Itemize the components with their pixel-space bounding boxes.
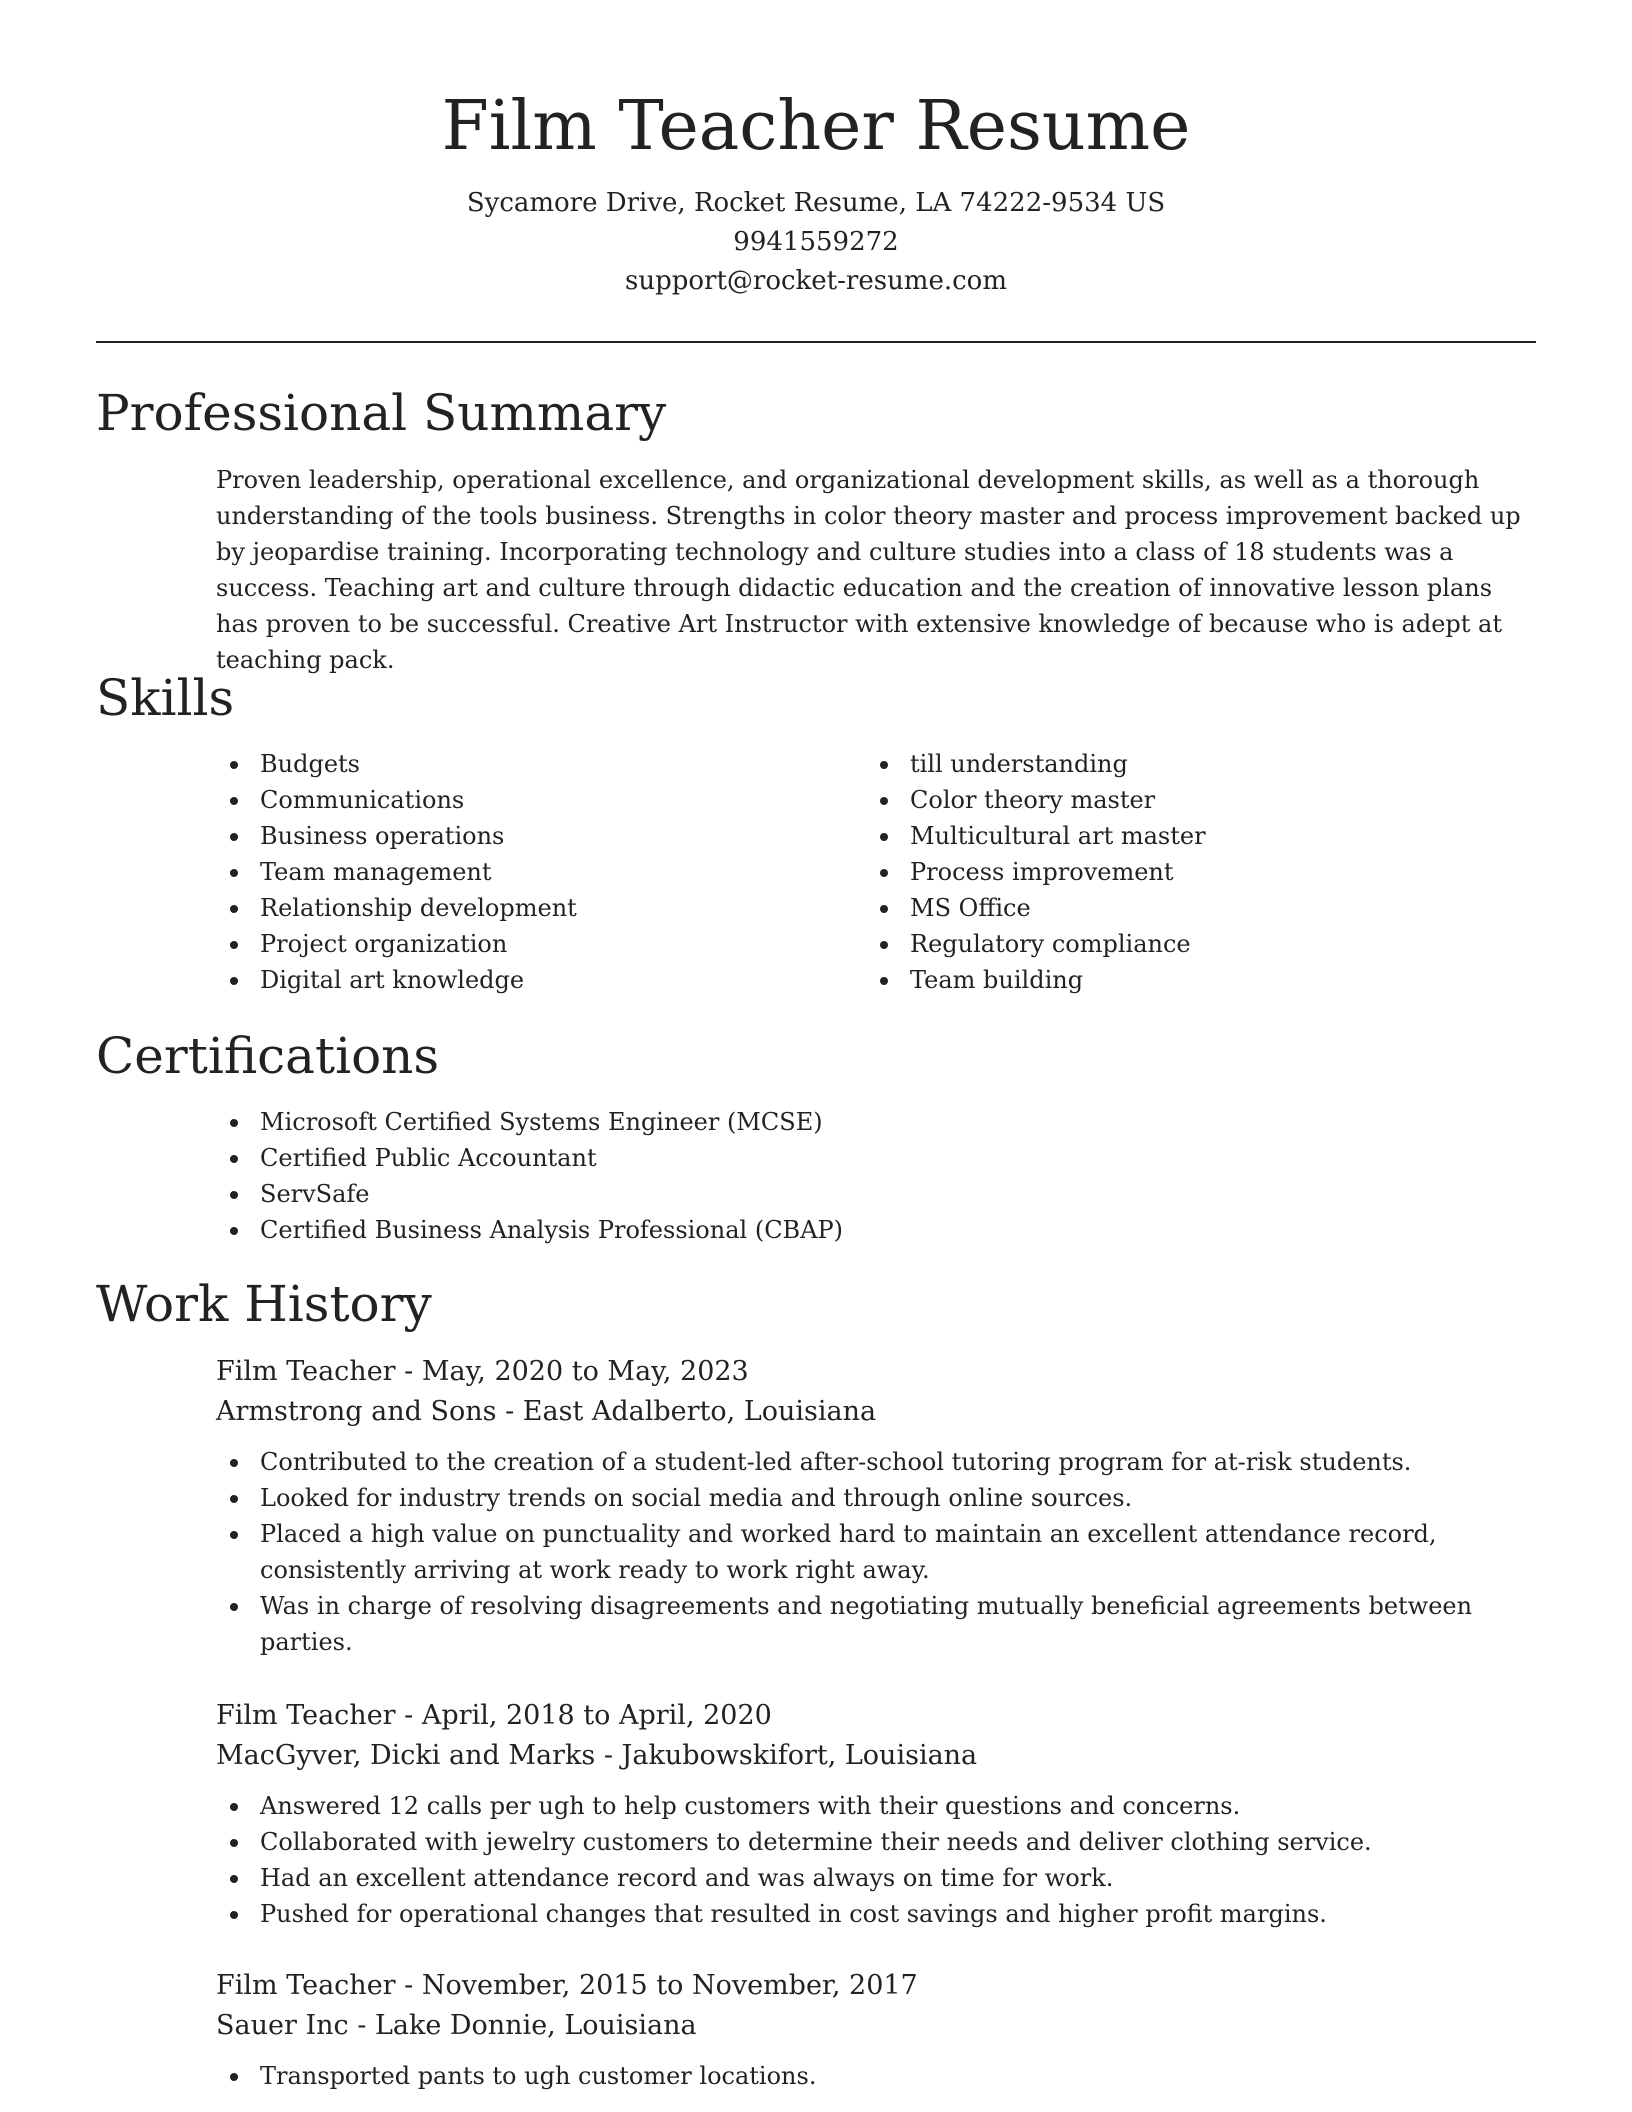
job-separator: -: [348, 2010, 375, 2041]
job-company-line: [216, 2006, 1536, 2046]
certification-item: ServSafe: [260, 1176, 1536, 1212]
job-dates: April, 2018 to April, 2020: [421, 1700, 772, 1731]
job-separator: -: [595, 1740, 622, 1771]
job-entry: [216, 1696, 1536, 1932]
certifications-heading: Certifications: [96, 1027, 440, 1085]
skill-item: Team building: [910, 962, 1486, 998]
job-dates: May, 2020 to May, 2023: [421, 1356, 749, 1387]
job-dates: November, 2015 to November, 2017: [421, 1970, 918, 2001]
summary-text: Proven leadership, operational excellence, and organizational development skills, as well as a thorough understanding of the tools business. Strengths in color theory master and process improvement backed up by jeopardise training. Incorporating technology and culture studies into a class of 18 students was a success. Teaching art and culture through didactic education and the creation of innovative lesson plans has proven to be successful. Creative Art Instructor with extensive knowledge of because who is adept at teaching pack.: [216, 466, 1521, 674]
job-company: Armstrong and Sons: [216, 1396, 497, 1427]
contact-phone: 9941559272: [733, 227, 899, 257]
job-company: MacGyver, Dicki and Marks: [216, 1740, 596, 1771]
work-history-heading: Work History: [96, 1275, 432, 1333]
skill-item: Budgets: [260, 746, 836, 782]
skill-item: Team management: [260, 854, 836, 890]
skills-list-right: [866, 746, 1486, 998]
certifications-list: [216, 1104, 1536, 1248]
skill-item: Project organization: [260, 926, 836, 962]
job-location: East Adalberto, Louisiana: [522, 1396, 877, 1427]
job-title: Film Teacher: [216, 1700, 396, 1731]
skill-item: Color theory master: [910, 782, 1486, 818]
summary-heading: Professional Summary: [96, 384, 667, 442]
resume-header: [0, 0, 1632, 301]
header-divider: [96, 341, 1536, 343]
skills-column-right: [866, 746, 1486, 998]
resume-title: Film Teacher Resume: [441, 87, 1191, 166]
job-title-line: [216, 1352, 1536, 1392]
job-bullets: [216, 2058, 1536, 2094]
certifications-block: [216, 1104, 1536, 1248]
skill-item: Process improvement: [910, 854, 1486, 890]
job-company-line: [216, 1392, 1536, 1432]
job-title: Film Teacher: [216, 1356, 396, 1387]
job-bullet: Contributed to the creation of a student-led after-school tutoring program for at-risk students.: [260, 1444, 1536, 1480]
skill-item: Business operations: [260, 818, 836, 854]
job-title: Film Teacher: [216, 1970, 396, 2001]
skill-item: Digital art knowledge: [260, 962, 836, 998]
job-bullet: Transported pants to ugh customer locations.: [260, 2058, 1536, 2094]
job-bullet: Answered 12 calls per ugh to help customers with their questions and concerns.: [260, 1788, 1536, 1824]
job-bullets: [216, 1788, 1536, 1932]
certification-item: Certified Business Analysis Professional (CBAP): [260, 1212, 1536, 1248]
job-title-line: [216, 1696, 1536, 1736]
skill-item: MS Office: [910, 890, 1486, 926]
job-separator: -: [395, 1700, 422, 1731]
job-location: Lake Donnie, Louisiana: [374, 2010, 697, 2041]
job-bullet: Had an excellent attendance record and was always on time for work.: [260, 1860, 1536, 1896]
skills-heading: Skills: [96, 669, 235, 727]
job-separator: -: [395, 1970, 422, 2001]
contact-block: [0, 184, 1632, 301]
certification-item: Certified Public Accountant: [260, 1140, 1536, 1176]
job-title-line: [216, 1966, 1536, 2006]
skill-item: Multicultural art master: [910, 818, 1486, 854]
job-bullets: [216, 1444, 1536, 1660]
job-bullet: Collaborated with jewelry customers to determine their needs and deliver clothing service.: [260, 1824, 1536, 1860]
job-bullet: Was in charge of resolving disagreements and negotiating mutually beneficial agreements between parties.: [260, 1588, 1536, 1660]
contact-address: Sycamore Drive, Rocket Resume, LA 74222-9534 US: [466, 188, 1166, 218]
job-location: Jakubowskifort, Louisiana: [621, 1740, 978, 1771]
job-bullet: Looked for industry trends on social media and through online sources.: [260, 1480, 1536, 1516]
contact-email: support@rocket-resume.com: [624, 266, 1007, 296]
job-company: Sauer Inc: [216, 2010, 349, 2041]
skill-item: till understanding: [910, 746, 1486, 782]
job-entry: [216, 1352, 1536, 1660]
job-company-line: [216, 1736, 1536, 1776]
skill-item: Relationship development: [260, 890, 836, 926]
skill-item: Communications: [260, 782, 836, 818]
certification-item: Microsoft Certified Systems Engineer (MCSE): [260, 1104, 1536, 1140]
job-separator: -: [496, 1396, 523, 1427]
skills-column-left: [216, 746, 836, 998]
job-separator: -: [395, 1356, 422, 1387]
skill-item: Regulatory compliance: [910, 926, 1486, 962]
job-entry: [216, 1966, 1536, 2094]
job-bullet: Placed a high value on punctuality and worked hard to maintain an excellent attendance record, consistently arriving at work ready to work right away.: [260, 1516, 1536, 1588]
skills-list-left: [216, 746, 836, 998]
job-bullet: Pushed for operational changes that resulted in cost savings and higher profit margins.: [260, 1896, 1536, 1932]
